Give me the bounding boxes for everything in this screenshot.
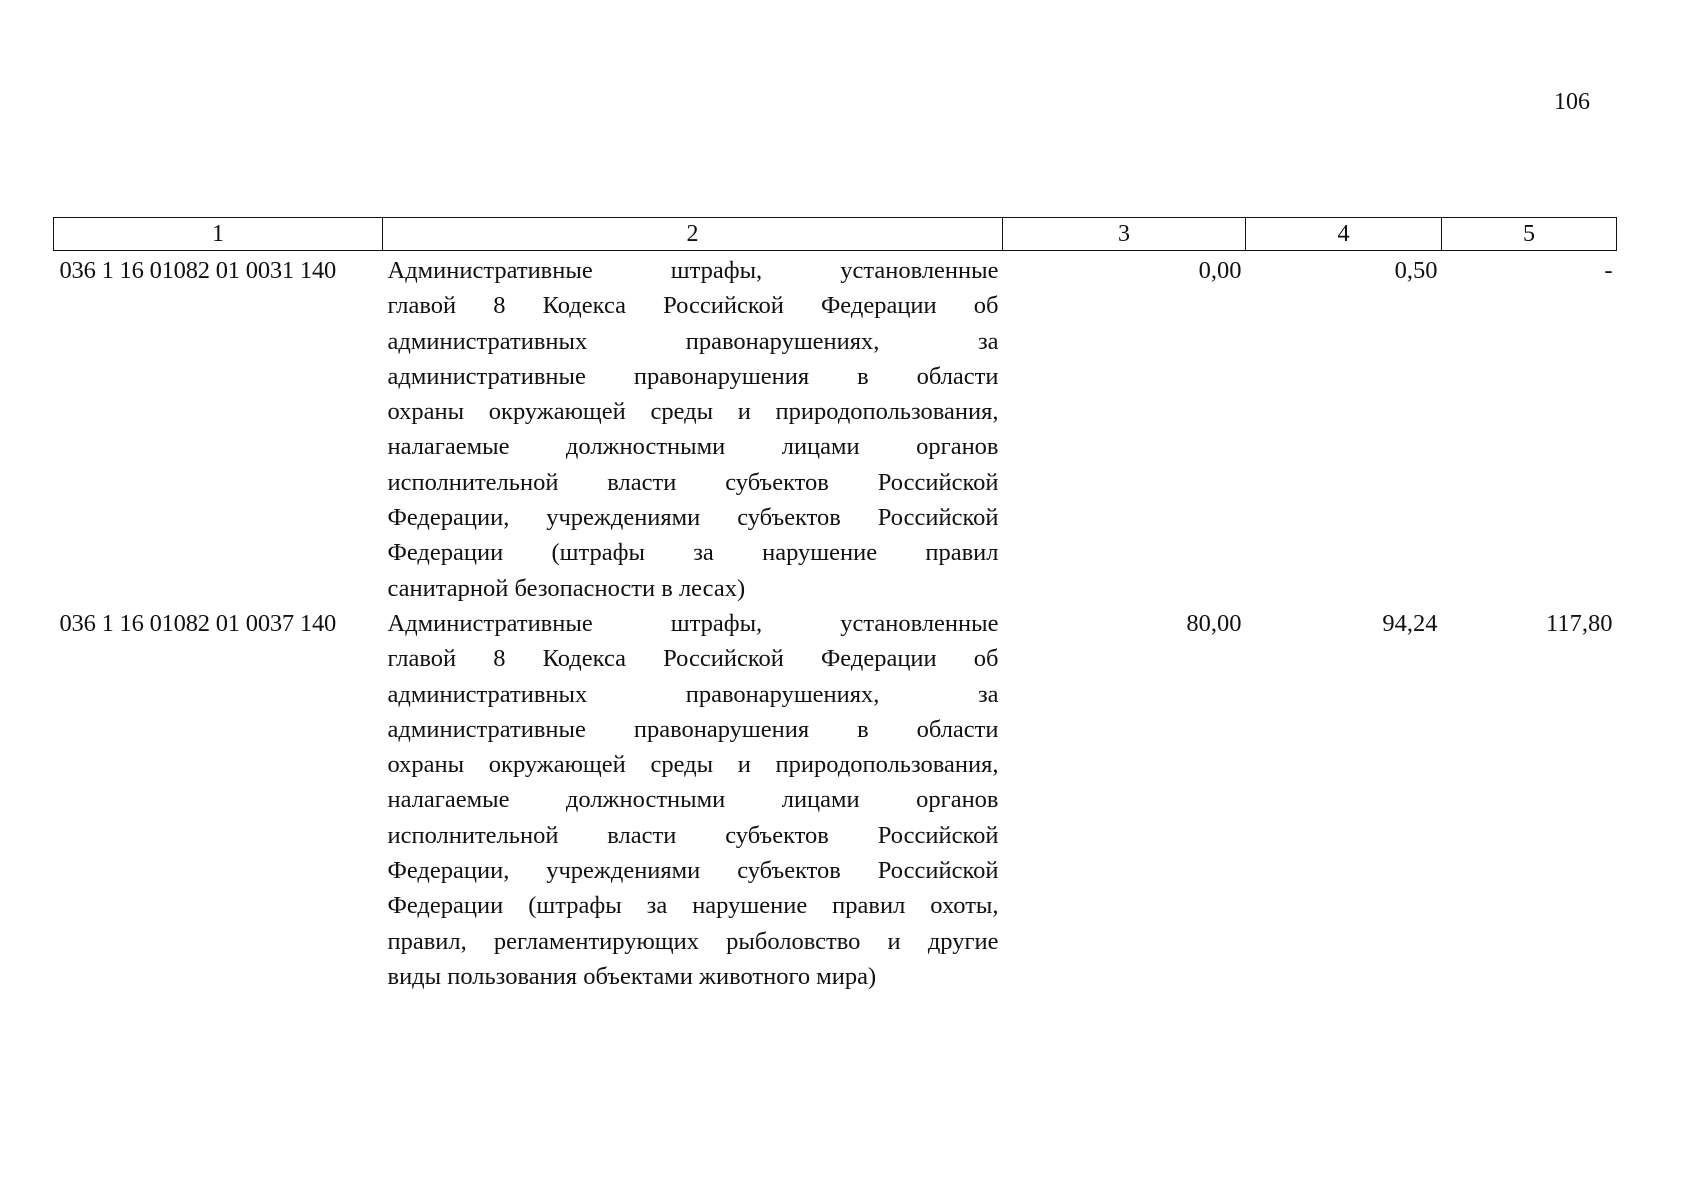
table-row [54,251,1617,606]
value-col-4: 0,50 [1394,257,1438,284]
value-col-4: 94,24 [1382,609,1438,637]
description-line: Административные штрафы, установленные [387,609,999,637]
value-col-5: 117,80 [1546,609,1613,637]
table-row [54,606,1617,994]
budget-code: 036 1 16 01082 01 0037 140 [59,609,337,637]
table-header [54,218,1617,251]
description-line: Федерации (штрафы за нарушение правил охоты, [387,892,999,920]
value-col-3: 0,00 [1198,257,1242,284]
column-header-5: 5 [1442,218,1617,251]
column-header-2: 2 [383,218,1003,251]
description-line: санитарной безопасности в лесах) [387,574,746,602]
header-row [54,218,1617,251]
description-line: Федерации, учреждениями субъектов Российской [387,504,999,532]
description-line: главой 8 Кодекса Российской Федерации об [387,292,999,320]
budget-code: 036 1 16 01082 01 0031 140 [59,257,337,284]
row-description [383,251,1003,606]
column-header-3: 3 [1003,218,1246,251]
column-header-4: 4 [1246,218,1442,251]
description-line: правил, регламентирующих рыболовство и другие [387,927,999,955]
description-line: охраны окружающей среды и природопользования, [387,398,999,426]
description-line: Федерации, учреждениями субъектов Российской [387,857,999,885]
column-header-1: 1 [54,218,383,251]
budget-table [53,217,1617,994]
description-line: виды пользования объектами животного мира) [387,962,877,990]
description-line: налагаемые должностными лицами органов [387,786,999,814]
description-line: Федерации (штрафы за нарушение правил [387,539,999,567]
description-line: исполнительной власти субъектов Российской [387,468,999,496]
page-number: 106 [1554,89,1590,115]
row-description [383,606,1003,994]
value-col-3: 80,00 [1186,609,1242,637]
value-col-5: - [1604,257,1613,284]
description-line: налагаемые должностными лицами органов [387,433,999,461]
description-line: административных правонарушениях, за [387,327,999,355]
description-line: административных правонарушениях, за [387,680,999,708]
table-body [54,251,1617,995]
description-line: исполнительной власти субъектов Российской [387,821,999,849]
description-line: Административные штрафы, установленные [387,257,999,284]
description-line: охраны окружающей среды и природопользования, [387,751,999,779]
description-line: административные правонарушения в области [387,362,999,390]
description-line: административные правонарушения в области [387,715,999,743]
description-line: главой 8 Кодекса Российской Федерации об [387,645,999,673]
